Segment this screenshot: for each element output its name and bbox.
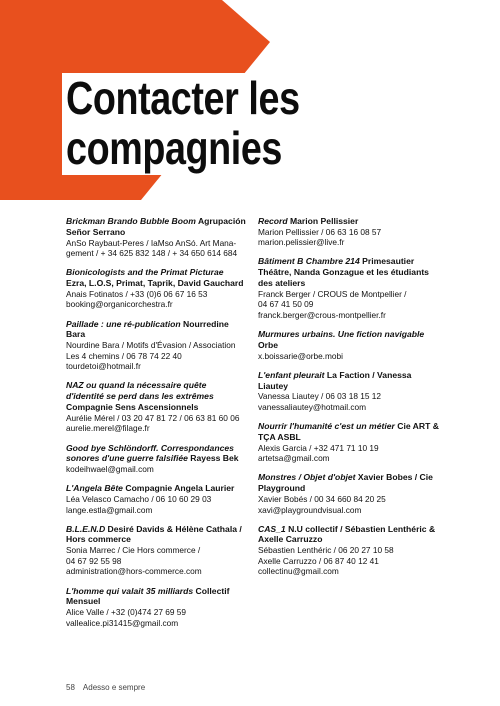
contact-detail: Axelle Carruzzo / 06 87 40 12 41 xyxy=(258,555,379,566)
company-name: Primesautier Théâtre, Nanda Gonzague et les étudiants des ateliers xyxy=(258,256,429,289)
entry-heading xyxy=(66,586,246,608)
contact-entry xyxy=(66,586,246,629)
entry-heading xyxy=(258,524,440,546)
company-name: Xavier Bobes / Cie Playground xyxy=(258,472,433,494)
contact-email[interactable]: x.boissarie@orbe.mobi xyxy=(258,350,343,361)
contact-detail: Franck Berger / CROUS de Montpellier / xyxy=(258,288,407,299)
company-name: Compagnie Angela Laurier xyxy=(122,483,235,494)
work-title: L'Angela Bête xyxy=(66,483,123,494)
contact-email[interactable]: aurelie.merel@filage.fr xyxy=(66,423,150,434)
contact-email[interactable]: tourdetoi@hotmail.fr xyxy=(66,361,141,372)
contact-entry xyxy=(258,421,440,464)
contact-detail: Sonia Marrec / Cie Hors commerce / xyxy=(66,545,201,556)
contact-email[interactable]: artetsa@gmail.com xyxy=(258,453,330,464)
contact-detail: Les 4 chemins / 06 78 74 22 40 xyxy=(66,350,182,361)
contact-detail: Léa Velasco Camacho / 06 10 60 29 03 xyxy=(66,494,212,504)
work-title: Paillade : une ré-publication xyxy=(66,318,181,329)
work-title: Bâtiment B Chambre 214 xyxy=(258,256,360,267)
company-name: Ezra, L.O.S, Primat, Taprik, David Gauchard xyxy=(66,278,244,289)
work-title: Monstres / Objet d'objet xyxy=(258,472,356,483)
entry-heading xyxy=(66,483,246,494)
entry-heading xyxy=(258,329,440,351)
company-name: Desiré Davids & Hélène Cathala / Hors commerce xyxy=(66,523,242,545)
entry-heading xyxy=(258,216,440,227)
contact-entry xyxy=(258,524,440,577)
company-name: Compagnie Sens Ascensionnels xyxy=(66,402,199,413)
work-title: Nourrir l'humanité c'est un métier xyxy=(258,421,395,432)
entry-heading xyxy=(66,443,246,465)
work-title: CAS_1 xyxy=(258,523,286,534)
company-name: Agrupación Señor Serrano xyxy=(66,216,246,237)
work-title: L'homme qui valait 35 milliards xyxy=(66,585,194,596)
contact-entry xyxy=(258,472,440,515)
entry-heading xyxy=(258,421,440,443)
company-name: Nourredine Bara xyxy=(66,318,229,340)
contact-detail: Sébastien Lenthéric / 06 20 27 10 58 xyxy=(258,545,394,556)
company-name: Marion Pellissier xyxy=(287,216,359,226)
work-title: Bionicologists and the Primat Picturae xyxy=(66,267,224,278)
contact-entry xyxy=(66,524,246,577)
title-box xyxy=(62,73,361,175)
contact-email[interactable]: xavi@playgroundvisual.com xyxy=(258,504,362,515)
contact-email[interactable]: franck.berger@crous-montpellier.fr xyxy=(258,310,386,321)
contact-entry xyxy=(258,329,440,361)
contact-entry xyxy=(258,216,440,248)
entry-heading xyxy=(66,319,246,341)
work-title: Record xyxy=(258,216,288,226)
company-name: Orbe xyxy=(258,339,279,350)
contact-email[interactable]: marion.pelissier@live.fr xyxy=(258,237,345,248)
publication-name: Adesso e sempre xyxy=(82,683,146,692)
right-column xyxy=(258,216,440,586)
page-title xyxy=(66,73,300,173)
entry-heading xyxy=(66,216,246,238)
entry-heading xyxy=(66,267,246,289)
contact-email[interactable]: vanessaliautey@hotmail.com xyxy=(258,402,367,413)
contact-email[interactable]: kodeihwael@gmail.com xyxy=(66,464,154,475)
contact-detail: Aurélie Mérel / 03 20 47 81 72 / 06 63 81 60 06 xyxy=(66,412,240,423)
company-name: Rayess Bek xyxy=(187,453,239,464)
contact-entry xyxy=(66,380,246,434)
contact-entry xyxy=(66,267,246,310)
contact-detail: Nourdine Bara / Motifs d'Évasion / Association xyxy=(66,340,236,351)
work-title: B.L.E.N.D xyxy=(66,523,106,534)
contact-detail: 04 67 41 50 09 xyxy=(258,299,314,310)
entry-heading xyxy=(258,256,440,288)
contact-detail: AnSo Raybaut-Peres / IaMso AnSó. Art Mana- xyxy=(66,237,237,248)
contact-detail: gement / + 34 625 832 148 / + 34 650 614 684 xyxy=(66,248,238,259)
title-line-1: Contacter les xyxy=(66,72,300,124)
page-number: 58 xyxy=(66,683,75,692)
contact-detail: Anais Fotinatos / +33 (0)6 06 67 16 53 xyxy=(66,288,208,299)
contact-email[interactable]: vallealice.pi31415@gmail.com xyxy=(66,617,179,628)
contact-detail: Marion Pellissier / 06 63 16 08 57 xyxy=(258,226,382,237)
work-title: Good bye Schlöndorff. Correspondances sonores d'une guerre falsifiée xyxy=(66,442,234,464)
company-name: N.U collectif / Sébastien Lenthéric & Axelle Carruzzo xyxy=(258,523,436,545)
company-name: Cie ART & TÇA ASBL xyxy=(258,421,439,442)
contact-detail: Alice Valle / +32 (0)474 27 69 59 xyxy=(66,607,187,618)
page-footer xyxy=(66,683,145,692)
left-column xyxy=(66,216,246,637)
entry-heading xyxy=(258,370,440,392)
work-title: NAZ ou quand la nécessaire quête d'identité se perd dans les extrêmes xyxy=(66,380,214,402)
contact-email[interactable]: collectinu@gmail.com xyxy=(258,566,339,577)
contact-detail: Xavier Bobés / 00 34 660 84 20 25 xyxy=(258,494,386,504)
entry-heading xyxy=(66,380,246,412)
company-name: La Faction / Vanessa Liautey xyxy=(258,369,412,391)
work-title: Murmures urbains. Une fiction navigable xyxy=(258,329,425,340)
title-line-2: compagnies xyxy=(66,122,283,174)
contact-email[interactable]: booking@organicorchestra.fr xyxy=(66,299,173,310)
work-title: Brickman Brando Bubble Boom xyxy=(66,216,196,226)
contact-detail: Vanessa Liautey / 06 03 18 15 12 xyxy=(258,391,382,402)
contact-entry xyxy=(258,256,440,320)
entry-heading xyxy=(66,524,246,546)
contact-detail: 04 67 92 55 98 xyxy=(66,555,122,566)
contact-entry xyxy=(258,370,440,413)
contact-entry xyxy=(66,216,246,259)
contact-email[interactable]: lange.estla@gmail.com xyxy=(66,504,153,515)
contact-entry xyxy=(66,319,246,372)
contact-detail: Alexis Garcia / +32 471 71 10 19 xyxy=(258,442,379,453)
contact-entry xyxy=(66,443,246,475)
entry-heading xyxy=(258,472,440,494)
contact-entry xyxy=(66,483,246,515)
company-name: Collectif Mensuel xyxy=(66,585,230,607)
work-title: L'enfant pleurait xyxy=(258,369,325,380)
contact-email[interactable]: administration@hors-commerce.com xyxy=(66,566,202,577)
